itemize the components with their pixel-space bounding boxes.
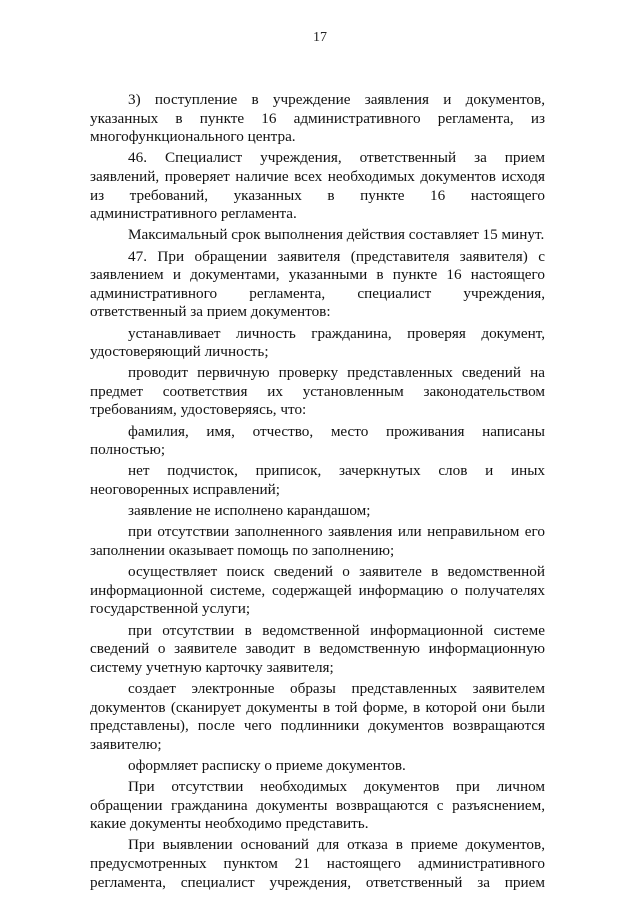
- paragraph: осуществляет поиск сведений о заявителе в ведомственной информационной системе, содержащей информацию о получателях государственной услуги;: [90, 563, 545, 618]
- paragraph: при отсутствии заполненного заявления или неправильном его заполнении оказывает помощь по заполнению;: [90, 523, 545, 559]
- paragraph: При отсутствии необходимых документов при личном обращении гражданина документы возвращаются с разъяснением, какие документы необходимо представить.: [90, 778, 545, 833]
- paragraph-continued: При выявлении оснований для отказа в приеме документов, предусмотренных пунктом 21 настоящего административного регламента, специалист учреждения, ответственный за прием: [90, 836, 545, 891]
- paragraph: оформляет расписку о приеме документов.: [128, 756, 406, 774]
- paragraph: Максимальный срок выполнения действия составляет 15 минут.: [128, 226, 545, 244]
- paragraph: при отсутствии в ведомственной информационной системе сведений о заявителе заводит в ведомственную информационную систему учетную карточку заявителя;: [90, 621, 545, 676]
- paragraph: 3) поступление в учреждение заявления и документов, указанных в пункте 16 административного регламента, из многофункционального центра.: [90, 91, 545, 146]
- paragraph: заявление не исполнено карандашом;: [128, 502, 371, 520]
- page-number: 17: [313, 30, 327, 45]
- paragraph: 47. При обращении заявителя (представителя заявителя) с заявлением и документами, указанными в пункте 16 настоящего административного регламента, специалист учреждения, ответственный за прием документов:: [90, 247, 545, 321]
- paragraph: 46. Специалист учреждения, ответственный за прием заявлений, проверяет наличие всех необходимых документов исходя из требований, указанных в пункте 16 настоящего административного регламента.: [90, 149, 545, 223]
- paragraph: нет подчисток, приписок, зачеркнутых слов и иных неоговоренных исправлений;: [90, 462, 545, 499]
- paragraph: фамилия, имя, отчество, место проживания написаны полностью;: [90, 422, 545, 459]
- paragraph: проводит первичную проверку представленных сведений на предмет соответствия их установленным законодательством требованиям, удостоверяясь, что:: [90, 364, 545, 419]
- paragraph: устанавливает личность гражданина, проверяя документ, удостоверяющий личность;: [90, 324, 545, 361]
- paragraph: создает электронные образы представленных заявителем документов (сканирует документы в той форме, в которой они были представлены), после чего подлинники документов возвращаются заявителю;: [90, 679, 545, 753]
- document-body: [90, 91, 545, 895]
